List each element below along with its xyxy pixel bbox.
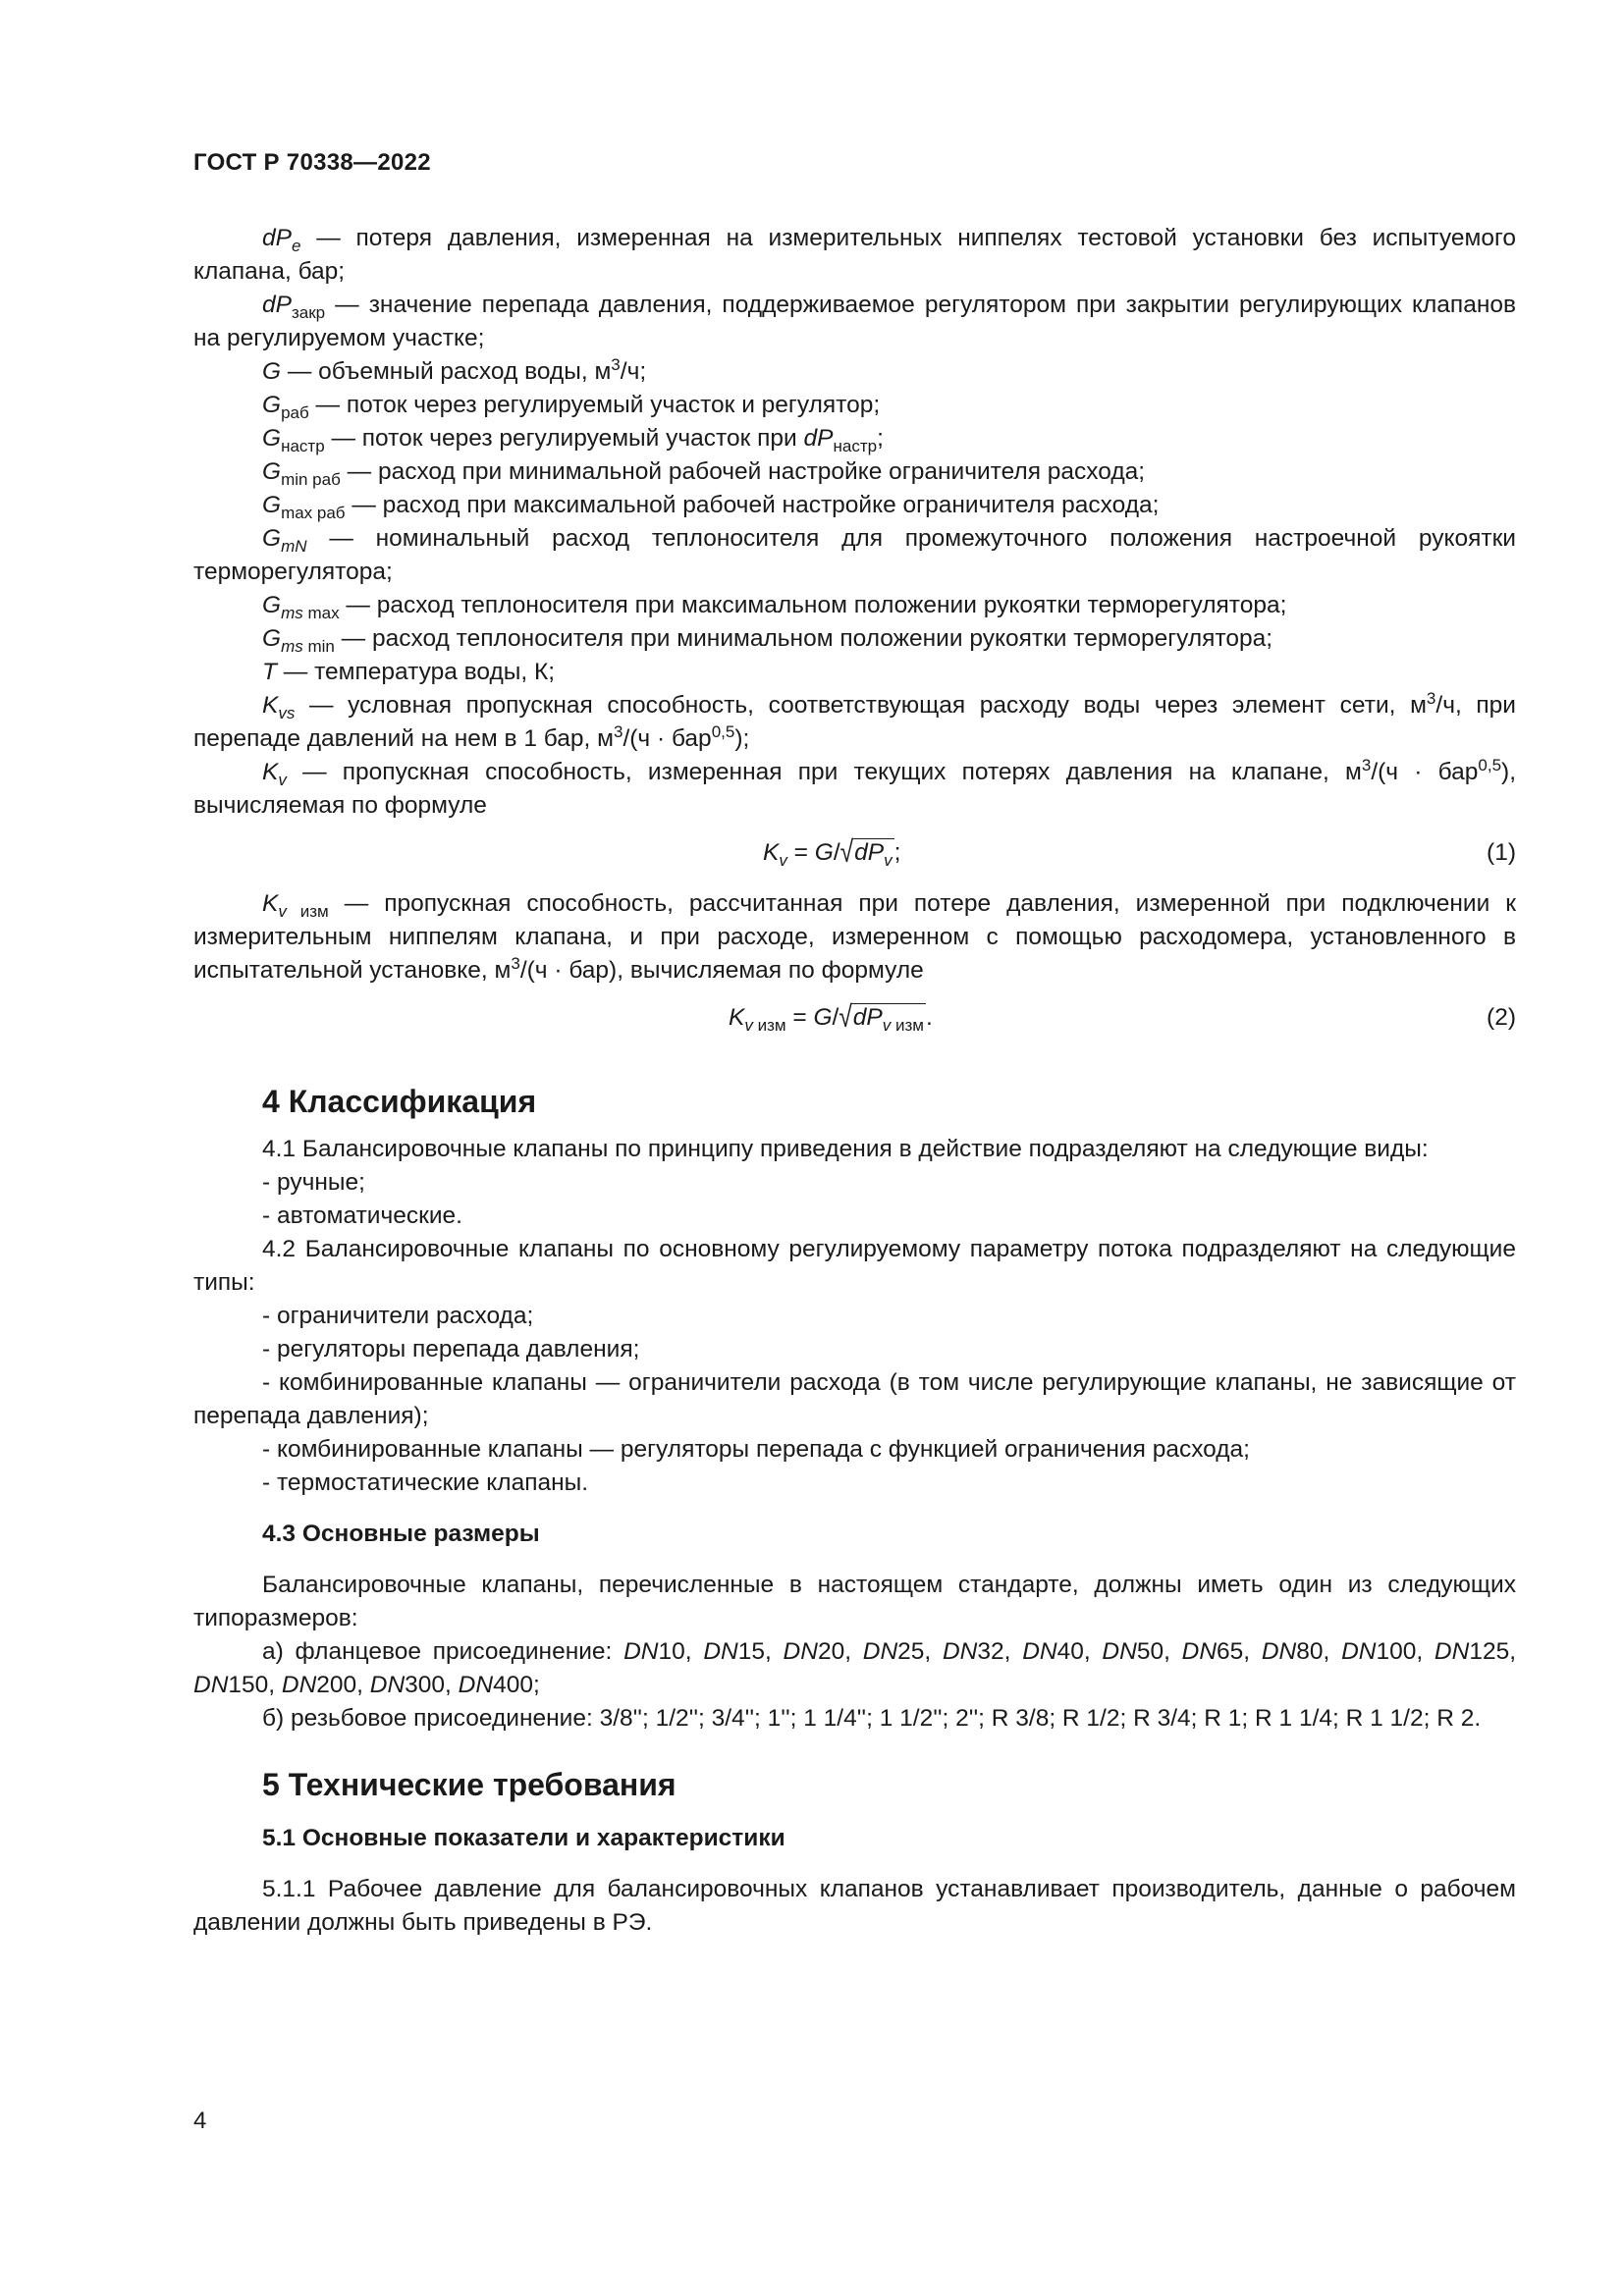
paragraph-4-1: 4.1 Балансировочные клапаны по принципу приведения в действие подразделяют на следующие виды:: [262, 1136, 1429, 1162]
thread-connection-sizes: б) резьбовое присоединение: 3/8''; 1/2''; 3/4''; 1''; 1 1/4''; 1 1/2''; 2''; R 3/8; R 1/2; R 3/4; R 1; R 1 1/4; R 1 1/2; R 2.: [262, 1705, 1482, 1732]
definition-item: T — температура воды, К;: [262, 659, 556, 685]
list-item: - ограничители расхода;: [262, 1303, 534, 1329]
paragraph-4-3: Балансировочные клапаны, перечисленные в настоящем стандарте, должны иметь один из следующих типоразмеров:: [193, 1572, 1516, 1631]
definition-item: $G_{раб}$ — поток через регулируемый участок и регулятор;: [262, 392, 881, 422]
definition-item: $G_{ms max}$ — расход теплоносителя при максимальном положении рукоятки терморегулятора;: [262, 592, 1287, 622]
subsection-5-1-title: 5.1 Основные показатели и характеристики: [262, 1825, 785, 1851]
definition-item: $G_{настр}$ — поток через регулируемый участок при $dP_{настр}$;: [262, 425, 884, 455]
list-item: - регуляторы перепада давления;: [262, 1336, 640, 1362]
formula-1: [193, 823, 1516, 883]
subsection-4-3-title: 4.3 Основные размеры: [262, 1521, 540, 1547]
kv-izm-definition: $K_{v изм}$ — пропускная способность, рассчитанная при потере давления, измеренной при подключении к измерительным ниппелям клапана, и при расходе, измеренном с помощью расходомера, установленного в испытательной установке, $м^3/(ч \cdot бар)$, вычисляемая по формуле: [193, 890, 1517, 984]
page-number: 4: [193, 2108, 207, 2134]
formula-1-number: (1): [1487, 839, 1516, 866]
formula-1-expression: $K_v = G/√dP_v$;: [763, 835, 901, 870]
flange-connection-sizes: а) фланцевое присоединение: DN10, DN15, DN20, DN25, DN32, DN40, DN50, DN65, DN80, DN100, DN125, DN150, DN200, DN300, DN400;: [193, 1638, 1516, 1698]
section-5-title: 5 Технические требования: [262, 1767, 677, 1802]
formula-2-expression: $K_{v изм} = G/√dP_{v изм}$.: [729, 1000, 933, 1035]
section-4-title: 4 Классификация: [262, 1084, 537, 1119]
definition-item: $K_v$ — пропускная способность, измеренная при текущих потерях давления на клапане, $м^3/(ч \cdot бар^{0,5})$, вычисляемая по формуле: [193, 756, 1516, 819]
page-content: [193, 222, 1516, 1940]
definition-item: $G_{mN}$ — номинальный расход теплоносителя для промежуточного положения настроечной рукоятки терморегулятора;: [193, 525, 1516, 585]
list-item: - комбинированные клапаны — регуляторы перепада с функцией ограничения расхода;: [262, 1436, 1250, 1463]
definition-item: $dP_e$ — потеря давления, измеренная на измерительных ниппелях тестовой установки без испытуемого клапана, бар;: [193, 225, 1516, 285]
list-item: - комбинированные клапаны — ограничители расхода (в том числе регулирующие клапаны, не зависящие от перепада давления);: [193, 1369, 1516, 1429]
definition-item: G — объемный расход воды, $м^3/ч$;: [262, 355, 647, 385]
standard-code-header: ГОСТ Р 70338—2022: [193, 149, 431, 176]
paragraph-4-2: 4.2 Балансировочные клапаны по основному регулируемому параметру потока подразделяют на следующие типы:: [193, 1236, 1516, 1296]
definitions-list: [193, 222, 1516, 823]
definition-item: $K_{vs}$ — условная пропускная способность, соответствующая расходу воды через элемент сети, $м^3/ч$, при перепаде давлений на нем в 1 бар, $м^3/(ч \cdot бар^{0,5})$;: [193, 689, 1516, 752]
formula-2: [193, 988, 1516, 1048]
definition-item: $G_{max раб}$ — расход при максимальной рабочей настройке ограничителя расхода;: [262, 492, 1160, 522]
definition-item: $G_{min раб}$ — расход при минимальной рабочей настройке ограничителя расхода;: [262, 458, 1146, 489]
list-item: - автоматические.: [262, 1202, 462, 1229]
formula-2-number: (2): [1487, 1004, 1516, 1031]
definition-item: $dP_{закр}$ — значение перепада давления, поддерживаемое регулятором при закрытии регулирующих клапанов на регулируемом участке;: [193, 292, 1516, 351]
paragraph-5-1-1: 5.1.1 Рабочее давление для балансировочных клапанов устанавливает производитель, данные о рабочем давлении должны быть приведены в РЭ.: [193, 1876, 1516, 1936]
definition-item: $G_{ms min}$ — расход теплоносителя при минимальном положении рукоятки терморегулятора;: [262, 625, 1273, 656]
list-item: - ручные;: [262, 1169, 365, 1196]
list-item: - термостатические клапаны.: [262, 1469, 589, 1496]
